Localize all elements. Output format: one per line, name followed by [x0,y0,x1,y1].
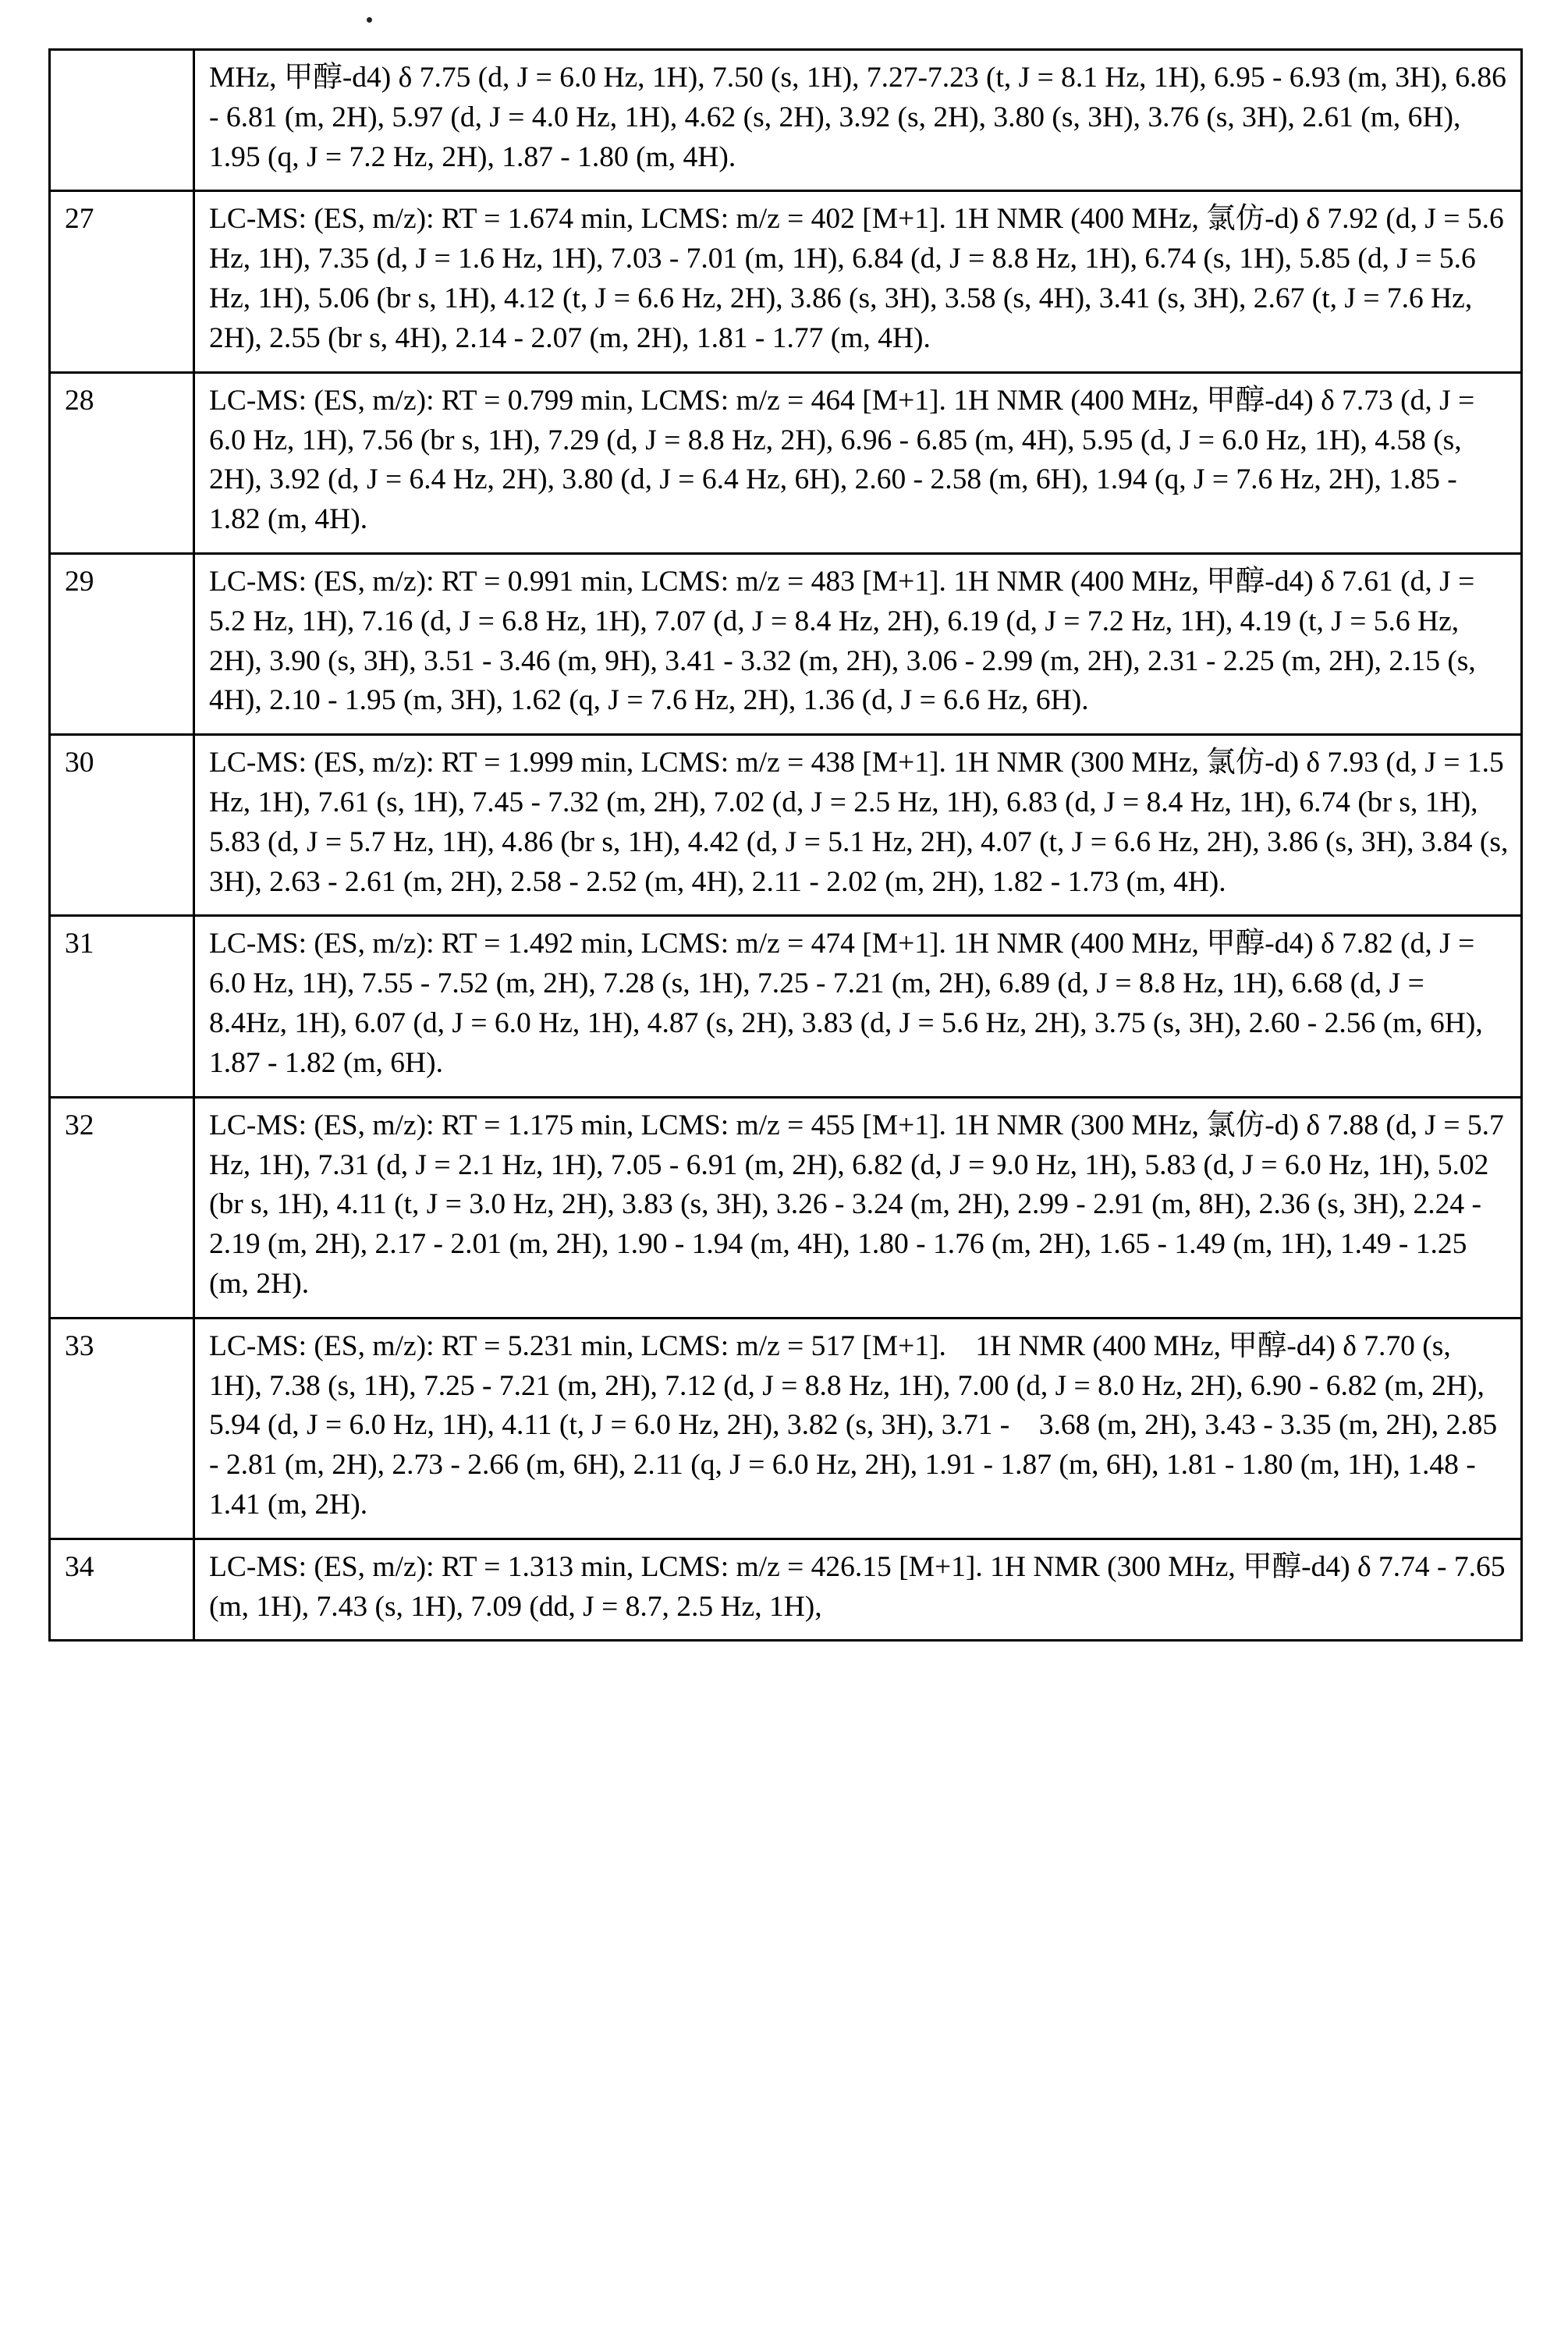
row-number: 27 [50,191,194,372]
row-content: LC-MS: (ES, m/z): RT = 1.999 min, LCMS: m/z = 438 [M+1]. 1H NMR (300 MHz, 氯仿-d) δ 7.93 (d, J = 1.5 Hz, 1H), 7.61 (s, 1H), 7.45 - 7.32 (m, 2H), 7.02 (d, J = 2.5 Hz, 1H), 6.83 (d, J = 8.4 Hz, 1H), 6.74 (br s, 1H), 5.83 (d, J = 5.7 Hz, 1H), 4.86 (br s, 1H), 4.42 (d, J = 5.1 Hz, 2H), 4.07 (t, J = 6.6 Hz, 2H), 3.86 (s, 3H), 3.84 (s, 3H), 2.63 - 2.61 (m, 2H), 2.58 - 2.52 (m, 4H), 2.11 - 2.02 (m, 2H), 1.82 - 1.73 (m, 4H). [194,735,1522,916]
row-number: 29 [50,553,194,734]
row-content: LC-MS: (ES, m/z): RT = 1.175 min, LCMS: m/z = 455 [M+1]. 1H NMR (300 MHz, 氯仿-d) δ 7.88 (d, J = 5.7 Hz, 1H), 7.31 (d, J = 2.1 Hz, 1H), 7.05 - 6.91 (m, 2H), 6.82 (d, J = 9.0 Hz, 1H), 5.83 (d, J = 6.0 Hz, 1H), 5.02 (br s, 1H), 4.11 (t, J = 3.0 Hz, 2H), 3.83 (s, 3H), 3.26 - 3.24 (m, 2H), 2.99 - 2.91 (m, 8H), 2.36 (s, 3H), 2.24 - 2.19 (m, 2H), 2.17 - 2.01 (m, 2H), 1.90 - 1.94 (m, 4H), 1.80 - 1.76 (m, 2H), 1.65 - 1.49 (m, 1H), 1.49 - 1.25 (m, 2H). [194,1097,1522,1318]
table-row [50,1097,1522,1318]
table-row [50,735,1522,916]
row-content: LC-MS: (ES, m/z): RT = 0.991 min, LCMS: m/z = 483 [M+1]. 1H NMR (400 MHz, 甲醇-d4) δ 7.61 (d, J = 5.2 Hz, 1H), 7.16 (d, J = 6.8 Hz, 1H), 7.07 (d, J = 8.4 Hz, 2H), 6.19 (d, J = 7.2 Hz, 1H), 4.19 (t, J = 5.6 Hz, 2H), 3.90 (s, 3H), 3.51 - 3.46 (m, 9H), 3.41 - 3.32 (m, 2H), 3.06 - 2.99 (m, 2H), 2.31 - 2.25 (m, 2H), 2.15 (s, 4H), 2.10 - 1.95 (m, 3H), 1.62 (q, J = 7.6 Hz, 2H), 1.36 (d, J = 6.6 Hz, 6H). [194,553,1522,734]
row-number [50,50,194,191]
table-row [50,1539,1522,1641]
row-number: 28 [50,372,194,553]
row-number: 32 [50,1097,194,1318]
row-content: LC-MS: (ES, m/z): RT = 1.313 min, LCMS: m/z = 426.15 [M+1]. 1H NMR (300 MHz, 甲醇-d4) δ 7.74 - 7.65 (m, 1H), 7.43 (s, 1H), 7.09 (dd, J = 8.7, 2.5 Hz, 1H), [194,1539,1522,1641]
row-content: LC-MS: (ES, m/z): RT = 1.674 min, LCMS: m/z = 402 [M+1]. 1H NMR (400 MHz, 氯仿-d) δ 7.92 (d, J = 5.6 Hz, 1H), 7.35 (d, J = 1.6 Hz, 1H), 7.03 - 7.01 (m, 1H), 6.84 (d, J = 8.8 Hz, 1H), 6.74 (s, 1H), 5.85 (d, J = 5.6 Hz, 1H), 5.06 (br s, 1H), 4.12 (t, J = 6.6 Hz, 2H), 3.86 (s, 3H), 3.58 (s, 4H), 3.41 (s, 3H), 2.67 (t, J = 7.6 Hz, 2H), 2.55 (br s, 4H), 2.14 - 2.07 (m, 2H), 1.81 - 1.77 (m, 4H). [194,191,1522,372]
table-row [50,50,1522,191]
row-number: 31 [50,916,194,1097]
row-content: LC-MS: (ES, m/z): RT = 0.799 min, LCMS: m/z = 464 [M+1]. 1H NMR (400 MHz, 甲醇-d4) δ 7.73 (d, J = 6.0 Hz, 1H), 7.56 (br s, 1H), 7.29 (d, J = 8.8 Hz, 2H), 6.96 - 6.85 (m, 4H), 5.95 (d, J = 6.0 Hz, 1H), 4.58 (s, 2H), 3.92 (d, J = 6.4 Hz, 2H), 3.80 (d, J = 6.4 Hz, 6H), 2.60 - 2.58 (m, 6H), 1.94 (q, J = 7.6 Hz, 2H), 1.85 - 1.82 (m, 4H). [194,372,1522,553]
row-content: MHz, 甲醇-d4) δ 7.75 (d, J = 6.0 Hz, 1H), 7.50 (s, 1H), 7.27-7.23 (t, J = 8.1 Hz, 1H), 6.95 - 6.93 (m, 3H), 6.86 - 6.81 (m, 2H), 5.97 (d, J = 4.0 Hz, 1H), 4.62 (s, 2H), 3.92 (s, 2H), 3.80 (s, 3H), 3.76 (s, 3H), 2.61 (m, 6H), 1.95 (q, J = 7.2 Hz, 2H), 1.87 - 1.80 (m, 4H). [194,50,1522,191]
table-row [50,372,1522,553]
table-row [50,191,1522,372]
row-content: LC-MS: (ES, m/z): RT = 5.231 min, LCMS: m/z = 517 [M+1]. 1H NMR (400 MHz, 甲醇-d4) δ 7.70 (s, 1H), 7.38 (s, 1H), 7.25 - 7.21 (m, 2H), 7.12 (d, J = 8.8 Hz, 1H), 7.00 (d, J = 8.0 Hz, 2H), 6.90 - 6.82 (m, 2H), 5.94 (d, J = 6.0 Hz, 1H), 4.11 (t, J = 6.0 Hz, 2H), 3.82 (s, 3H), 3.71 - 3.68 (m, 2H), 3.43 - 3.35 (m, 2H), 2.85 - 2.81 (m, 2H), 2.73 - 2.66 (m, 6H), 2.11 (q, J = 6.0 Hz, 2H), 1.91 - 1.87 (m, 6H), 1.81 - 1.80 (m, 1H), 1.48 - 1.41 (m, 2H). [194,1318,1522,1539]
nmr-data-table [48,48,1523,1642]
row-number: 30 [50,735,194,916]
row-number: 34 [50,1539,194,1641]
table-body [50,50,1522,1641]
table-row [50,916,1522,1097]
page-marker-dot [367,17,372,23]
table-row [50,1318,1522,1539]
row-number: 33 [50,1318,194,1539]
row-content: LC-MS: (ES, m/z): RT = 1.492 min, LCMS: m/z = 474 [M+1]. 1H NMR (400 MHz, 甲醇-d4) δ 7.82 (d, J = 6.0 Hz, 1H), 7.55 - 7.52 (m, 2H), 7.28 (s, 1H), 7.25 - 7.21 (m, 2H), 6.89 (d, J = 8.8 Hz, 1H), 6.68 (d, J = 8.4Hz, 1H), 6.07 (d, J = 6.0 Hz, 1H), 4.87 (s, 2H), 3.83 (d, J = 5.6 Hz, 2H), 3.75 (s, 3H), 2.60 - 2.56 (m, 6H), 1.87 - 1.82 (m, 6H). [194,916,1522,1097]
table-row [50,553,1522,734]
